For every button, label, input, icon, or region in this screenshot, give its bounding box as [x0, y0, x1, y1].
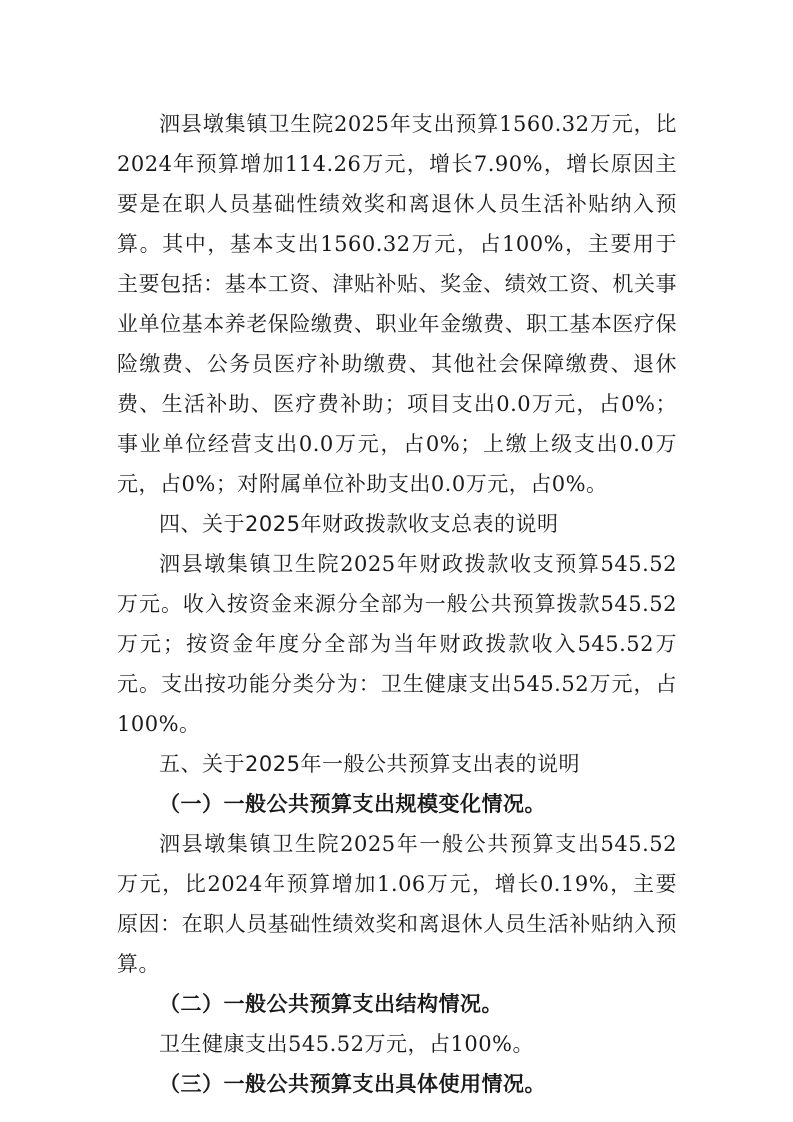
subheading-structure: （二）一般公共预算支出结构情况。	[159, 991, 503, 1016]
subheading-scale-change: （一）一般公共预算支出规模变化情况。	[159, 791, 546, 816]
section-heading-5: 五、关于2025年一般公共预算支出表的说明	[159, 752, 580, 776]
paragraph-scale-change: 泗县墩集镇卫生院2025年一般公共预算支出545.52万元，比2024年预算增加1.06万元，增长0.19%，主要原因：在职人员基础性绩效奖和离退休人员生活补贴纳入预算。	[117, 832, 677, 976]
subheading-specific-use: （三）一般公共预算支出具体使用情况。	[159, 1071, 546, 1096]
paragraph-fiscal-allocation: 泗县墩集镇卫生院2025年财政拨款收支预算545.52万元。收入按资金来源分全部为一般公共预算拨款545.52万元；按资金年度分全部为当年财政拨款收入545.52万元。支出按功能分类分为：卫生健康支出545.52万元，占100%。	[117, 552, 677, 736]
paragraph-structure: 卫生健康支出545.52万元，占100%。	[159, 1032, 535, 1056]
document-body	[117, 104, 677, 1104]
section-heading-4: 四、关于2025年财政拨款收支总表的说明	[159, 512, 559, 536]
paragraph-expenditure-budget: 泗县墩集镇卫生院2025年支出预算1560.32万元，比2024年预算增加114.26万元，增长7.90%，增长原因主要是在职人员基础性绩效奖和离退休人员生活补贴纳入预算。其中，基本支出1560.32万元，占100%，主要用于主要包括：基本工资、津贴补贴、奖金、绩效工资、机关事业单位基本养老保险缴费、职业年金缴费、职工基本医疗保险缴费、公务员医疗补助缴费、其他社会保障缴费、退休费、生活补助、医疗费补助；项目支出0.0万元，占0%；事业单位经营支出0.0万元，占0%；上缴上级支出0.0万元，占0%；对附属单位补助支出0.0万元，占0%。	[117, 112, 677, 496]
